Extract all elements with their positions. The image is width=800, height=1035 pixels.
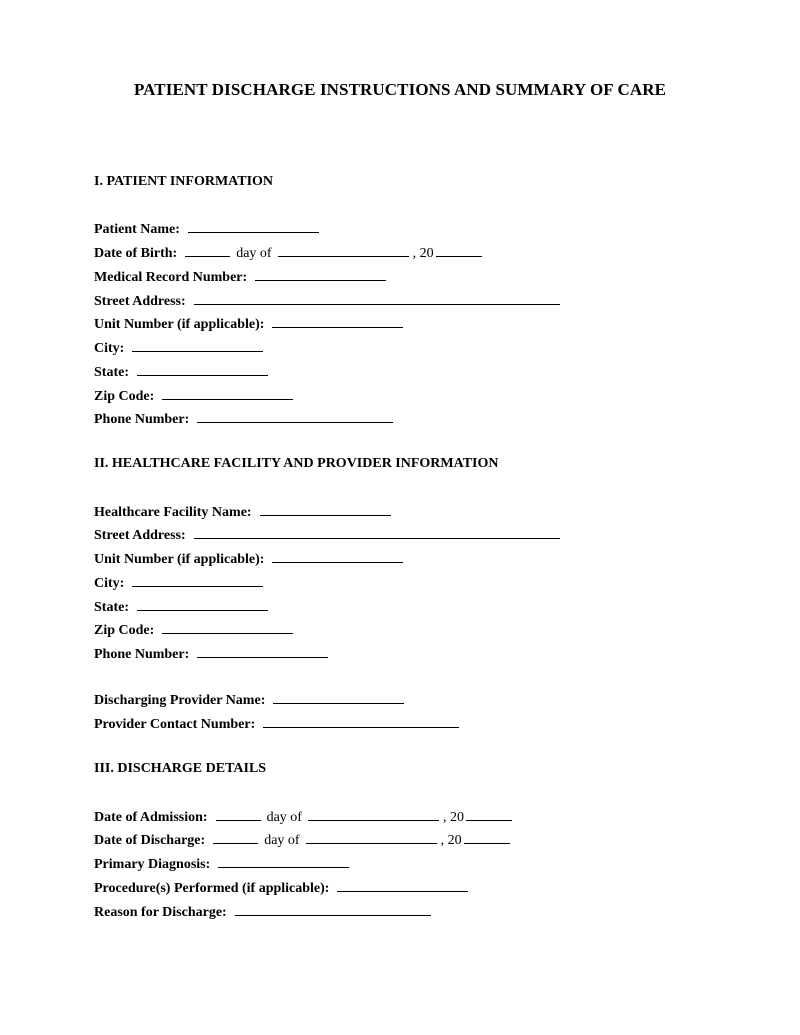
admission-month-field[interactable]: [308, 808, 439, 821]
facility-unit-number-label: Unit Number (if applicable):: [94, 552, 265, 567]
patient-zip-code-row: [94, 387, 293, 406]
primary-diagnosis-field[interactable]: [218, 855, 349, 868]
reason-for-discharge-row: [94, 903, 431, 922]
reason-for-discharge-label: Reason for Discharge:: [94, 905, 227, 920]
section-heading-facility-provider: II. HEALTHCARE FACILITY AND PROVIDER INFORMATION: [94, 456, 499, 471]
date-of-admission-label: Date of Admission:: [94, 810, 208, 825]
day-of-text: day of: [266, 810, 302, 825]
facility-city-row: [94, 574, 263, 593]
patient-state-label: State:: [94, 365, 129, 380]
facility-state-label: State:: [94, 600, 129, 615]
section-heading-patient-information: I. PATIENT INFORMATION: [94, 174, 274, 189]
date-of-birth-row: [94, 244, 482, 263]
date-of-birth-label: Date of Birth:: [94, 246, 178, 261]
patient-phone-number-field[interactable]: [197, 410, 393, 423]
patient-name-row: [94, 220, 319, 239]
medical-record-number-label: Medical Record Number:: [94, 270, 248, 285]
facility-unit-number-row: [94, 550, 403, 569]
day-of-text: day of: [236, 246, 272, 261]
date-of-admission-row: [94, 808, 512, 827]
patient-name-field[interactable]: [188, 220, 319, 233]
facility-name-field[interactable]: [260, 503, 391, 516]
patient-phone-number-label: Phone Number:: [94, 412, 190, 427]
patient-city-field[interactable]: [132, 339, 263, 352]
facility-street-address-row: [94, 526, 560, 545]
facility-street-address-label: Street Address:: [94, 528, 186, 543]
year-prefix-text: , 20: [440, 833, 462, 848]
date-of-discharge-row: [94, 831, 510, 850]
patient-zip-code-label: Zip Code:: [94, 389, 155, 404]
facility-city-label: City:: [94, 576, 125, 591]
facility-street-address-field[interactable]: [194, 526, 560, 539]
facility-phone-number-row: [94, 645, 328, 664]
provider-name-field[interactable]: [273, 691, 404, 704]
patient-street-address-label: Street Address:: [94, 294, 186, 309]
day-of-text: day of: [264, 833, 300, 848]
medical-record-number-field[interactable]: [255, 268, 386, 281]
provider-contact-label: Provider Contact Number:: [94, 717, 256, 732]
patient-street-address-row: [94, 292, 560, 311]
patient-unit-number-field[interactable]: [272, 315, 403, 328]
admission-year-field[interactable]: [466, 808, 512, 821]
section-heading-discharge-details: III. DISCHARGE DETAILS: [94, 761, 267, 776]
procedures-row: [94, 879, 468, 898]
facility-state-row: [94, 598, 268, 617]
discharge-day-field[interactable]: [213, 831, 258, 844]
date-of-birth-month-field[interactable]: [278, 244, 409, 257]
facility-zip-code-label: Zip Code:: [94, 623, 155, 638]
patient-phone-number-row: [94, 410, 393, 429]
date-of-birth-year-field[interactable]: [436, 244, 482, 257]
reason-for-discharge-field[interactable]: [235, 903, 431, 916]
medical-record-number-row: [94, 268, 386, 287]
discharge-year-field[interactable]: [464, 831, 510, 844]
procedures-label: Procedure(s) Performed (if applicable):: [94, 881, 330, 896]
date-of-discharge-label: Date of Discharge:: [94, 833, 206, 848]
primary-diagnosis-row: [94, 855, 349, 874]
facility-unit-number-field[interactable]: [272, 550, 403, 563]
provider-name-row: [94, 691, 404, 710]
patient-zip-code-field[interactable]: [162, 387, 293, 400]
facility-phone-number-label: Phone Number:: [94, 647, 190, 662]
provider-name-label: Discharging Provider Name:: [94, 693, 266, 708]
provider-contact-field[interactable]: [263, 715, 459, 728]
facility-name-row: [94, 503, 391, 522]
facility-city-field[interactable]: [132, 574, 263, 587]
facility-zip-code-field[interactable]: [162, 621, 293, 634]
provider-contact-row: [94, 715, 459, 734]
procedures-field[interactable]: [337, 879, 468, 892]
patient-city-row: [94, 339, 263, 358]
year-prefix-text: , 20: [442, 810, 464, 825]
patient-street-address-field[interactable]: [194, 292, 560, 305]
patient-city-label: City:: [94, 341, 125, 356]
patient-name-label: Patient Name:: [94, 222, 180, 237]
primary-diagnosis-label: Primary Diagnosis:: [94, 857, 211, 872]
document-title: PATIENT DISCHARGE INSTRUCTIONS AND SUMMARY OF CARE: [133, 80, 667, 99]
facility-state-field[interactable]: [137, 598, 268, 611]
admission-day-field[interactable]: [216, 808, 261, 821]
date-of-birth-day-field[interactable]: [185, 244, 230, 257]
facility-name-label: Healthcare Facility Name:: [94, 505, 252, 520]
discharge-month-field[interactable]: [306, 831, 437, 844]
year-prefix-text: , 20: [412, 246, 434, 261]
patient-unit-number-row: [94, 315, 403, 334]
patient-state-field[interactable]: [137, 363, 268, 376]
patient-unit-number-label: Unit Number (if applicable):: [94, 317, 265, 332]
facility-zip-code-row: [94, 621, 293, 640]
facility-phone-number-field[interactable]: [197, 645, 328, 658]
patient-state-row: [94, 363, 268, 382]
